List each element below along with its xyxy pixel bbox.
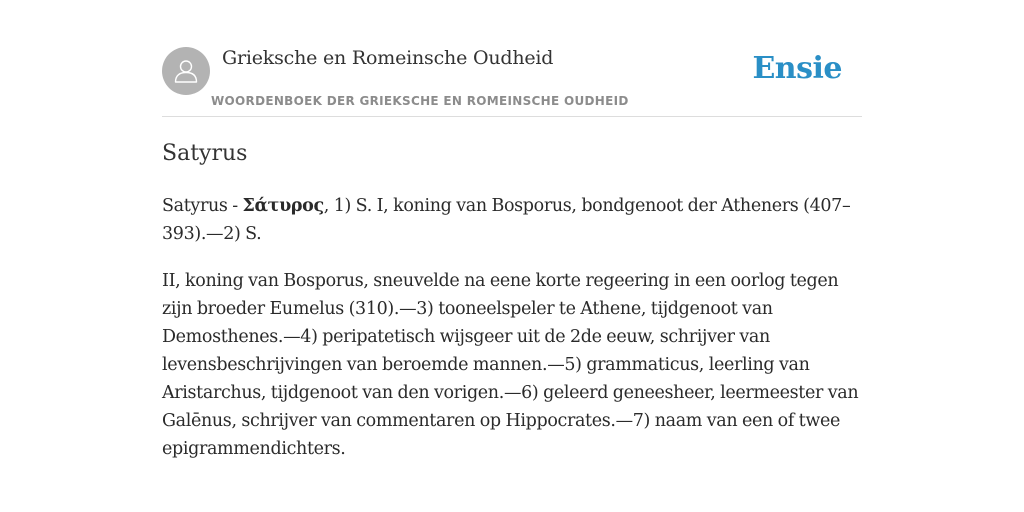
dictionary-header xyxy=(162,46,862,117)
entry-paragraph-2: II, koning van Bosporus, sneuvelde na eene korte regeering in een oorlog tegen zijn broeder Eumelus (310).—3) tooneelspeler te Athene, tijdgenoot van Demosthenes.—4) peripatetisch wijsgeer uit de 2de eeuw, schrijver van levensbeschrijvingen van beroemde mannen.—5) grammaticus, leerling van Aristarchus, tijdgenoot van den vorigen.—6) geleerd geneesheer, leermeester van Galēnus, schrijver van commentaren op Hippocrates.—7) naam van een of twee epigrammendichters. xyxy=(162,271,859,459)
greek-term: Σάτυρος xyxy=(242,196,324,216)
dictionary-avatar[interactable] xyxy=(162,47,210,95)
entry-paragraph-1 xyxy=(162,192,862,248)
user-placeholder-icon xyxy=(171,56,201,86)
entry-title: Satyrus xyxy=(162,141,248,166)
ensie-logo-link[interactable]: Ensie xyxy=(752,51,842,86)
entry-lead-text: Satyrus - xyxy=(162,196,243,216)
dictionary-title-link[interactable]: Grieksche en Romeinsche Oudheid xyxy=(222,47,554,69)
entry-definition-text: , 1) S. I, koning van Bosporus, bondgenoot der Atheners (407–393).—2) S. xyxy=(162,196,851,244)
dictionary-subtitle: WOORDENBOEK DER GRIEKSCHE EN ROMEINSCHE OUDHEID xyxy=(211,94,629,108)
